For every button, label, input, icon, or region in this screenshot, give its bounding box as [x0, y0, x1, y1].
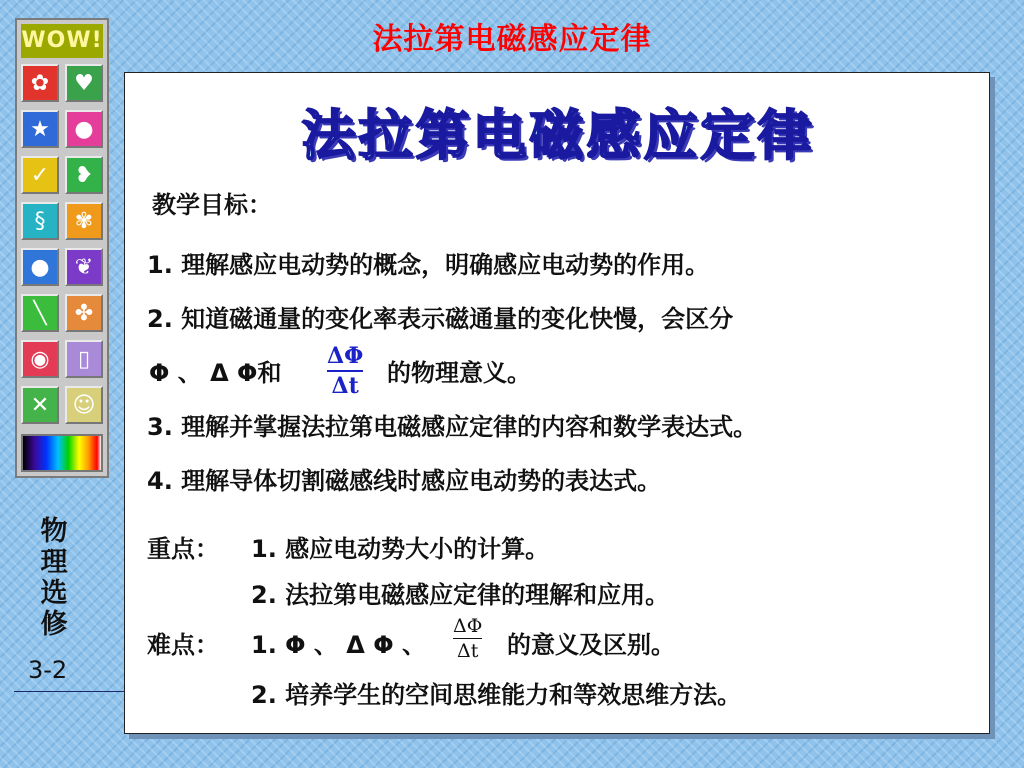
page-title: 法拉第电磁感应定律: [372, 22, 652, 57]
smiley-icon: ☺: [65, 386, 103, 424]
check-icon: ✓: [21, 156, 59, 194]
flower-icon: ✿: [21, 64, 59, 102]
key-point-1: 1. 感应电动势大小的计算。: [251, 535, 550, 563]
butterfly-icon: ✾: [65, 202, 103, 240]
flux-rate-fraction: [327, 343, 363, 399]
wow-logo: WOW!: [21, 24, 103, 58]
course-char: 修: [40, 609, 68, 640]
course-char: 物: [40, 516, 68, 547]
objective-2: 2. 知道磁通量的变化率表示磁通量的变化快慢，会区分: [147, 305, 734, 333]
fraction-numerator: ΔΦ: [327, 343, 364, 369]
fraction-bar: [453, 638, 482, 639]
star-icon: ★: [21, 110, 59, 148]
fraction-denominator: Δt: [456, 640, 479, 662]
line-icon: ╲: [21, 294, 59, 332]
objective-4: 4. 理解导体切割磁感线时感应电动势的表达式。: [147, 467, 662, 495]
leaf-icon: ❦: [65, 248, 103, 286]
content-card: [124, 72, 990, 734]
key-point-2: 2. 法拉第电磁感应定律的理解和应用。: [251, 581, 670, 609]
apple-icon: ●: [21, 248, 59, 286]
flux-rate-fraction-small: [453, 615, 482, 662]
difficulty-2: 2. 培养学生的空间思维能力和等效思维方法。: [251, 681, 742, 709]
objective-2-continued: Φ 、 Δ Φ和: [149, 359, 282, 387]
lips-icon: ◉: [21, 340, 59, 378]
cross-icon: ✕: [21, 386, 59, 424]
cup-icon: ▯: [65, 340, 103, 378]
objective-1: 1. 理解感应电动势的概念，明确感应电动势的作用。: [147, 251, 710, 279]
fraction-denominator: Δt: [331, 373, 359, 399]
color-spectrum: [21, 434, 103, 472]
slide-title: 法拉第电磁感应定律: [301, 104, 815, 167]
course-char: 选: [40, 578, 68, 609]
course-label: [34, 516, 74, 640]
course-char: 理: [40, 547, 68, 578]
fish-icon: ❥: [65, 156, 103, 194]
difficulty-1: 1. Φ 、 Δ Φ 、: [251, 631, 426, 659]
key-points-label: 重点：: [147, 535, 219, 563]
chapter-number: 3-2: [28, 656, 68, 684]
circle-icon: ●: [65, 110, 103, 148]
fraction-bar: [327, 370, 363, 372]
objective-2-suffix: 的物理意义。: [387, 359, 531, 387]
heart-icon: ♥: [65, 64, 103, 102]
objective-3: 3. 理解并掌握法拉第电磁感应定律的内容和数学表达式。: [147, 413, 758, 441]
difficulties-label: 难点：: [147, 631, 219, 659]
objectives-heading: 教学目标：: [152, 191, 272, 219]
snake-icon: §: [21, 202, 59, 240]
divider: [14, 691, 124, 692]
difficulty-1-suffix: 的意义及区别。: [507, 631, 675, 659]
sticker-panel: [15, 18, 109, 478]
cat-icon: ✤: [65, 294, 103, 332]
fraction-numerator: ΔΦ: [453, 615, 483, 637]
